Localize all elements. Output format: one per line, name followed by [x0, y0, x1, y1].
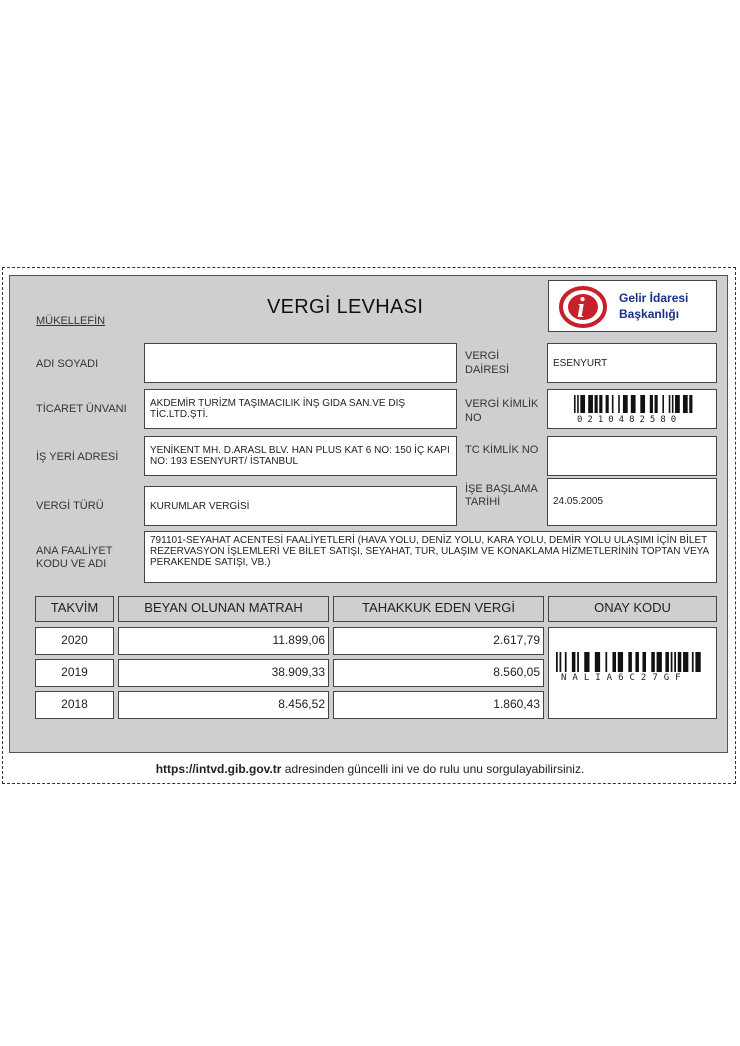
- footer-text: adresinden güncelli ini ve do rulu unu sorgulayabilirsiniz.: [281, 762, 585, 776]
- vergi-kimlik-label-1: VERGİ KİMLİK: [465, 398, 539, 410]
- vergi-dairesi-box: [547, 343, 717, 383]
- ise-baslama-box: [547, 478, 717, 526]
- document-title: VERGİ LEVHASI: [267, 296, 424, 318]
- onay-kodu-box: [548, 627, 717, 719]
- row-2019-vergi: 8.560,05: [333, 659, 544, 687]
- footer-url[interactable]: https://intvd.gib.gov.tr: [155, 762, 282, 776]
- header-takvim: TAKVİM: [35, 596, 114, 622]
- vergi-kimlik-label-2: NO: [465, 412, 482, 424]
- ticaret-unvani-box: [144, 389, 457, 429]
- ticaret-unvani-value: AKDEMİR TURİZM TAŞIMACILIK İNŞ GIDA SAN.VE DIŞ TİC.LTD.ŞTİ.: [150, 398, 406, 420]
- vergi-dairesi-value: ESENYURT: [553, 358, 608, 369]
- ana-faaliyet-box: [144, 531, 717, 583]
- logo-line-2: Başkanlığı: [619, 307, 680, 321]
- row-2020-vergi: 2.617,79: [333, 627, 544, 655]
- gib-logo: [548, 280, 717, 332]
- row-2020-year: 2020: [35, 627, 114, 655]
- logo-letter: i: [577, 293, 585, 324]
- is-yeri-adresi-value: YENİKENT MH. D.ARASL BLV. HAN PLUS KAT 6 NO: 150 İÇ KAPI NO: 193 ESENYURT/ İSTANBUL: [150, 445, 450, 467]
- vergi-kimlik-value: 0210482580: [577, 415, 682, 425]
- row-2018-matrah: 8.456,52: [118, 691, 329, 719]
- ise-baslama-value: 24.05.2005: [553, 496, 604, 507]
- header-tahakkuk-vergi: TAHAKKUK EDEN VERGİ: [333, 596, 544, 622]
- vergi-dairesi-label-1: VERGİ: [465, 350, 500, 362]
- tc-kimlik-value: [548, 437, 716, 443]
- adi-soyadi-box: [144, 343, 457, 383]
- tc-kimlik-label: TC KİMLİK NO: [465, 444, 539, 456]
- vergi-turu-box: [144, 486, 457, 526]
- row-2020-matrah: 11.899,06: [118, 627, 329, 655]
- is-yeri-adresi-label: İŞ YERİ ADRESİ: [36, 451, 119, 463]
- onay-kodu-barcode: [556, 652, 706, 672]
- adi-soyadi-value: [145, 344, 456, 350]
- mukellef-label: MÜKELLEFİN: [36, 315, 106, 327]
- footer-note: [0, 762, 740, 776]
- header-onay-kodu: ONAY KODU: [548, 596, 717, 622]
- ana-faaliyet-label-2: KODU VE ADI: [36, 558, 107, 570]
- row-2018-vergi: 1.860,43: [333, 691, 544, 719]
- ise-baslama-label-2: TARİHİ: [465, 496, 501, 508]
- vergi-kimlik-box: [547, 389, 717, 429]
- onay-kodu-value: NALIA6C27GF: [561, 673, 687, 683]
- row-2019-matrah: 38.909,33: [118, 659, 329, 687]
- vergi-turu-label: VERGİ TÜRÜ: [36, 500, 104, 512]
- vergi-kimlik-barcode: [574, 395, 694, 413]
- ana-faaliyet-value: 791101-SEYAHAT ACENTESİ FAALİYETLERİ (HAVA YOLU, DENİZ YOLU, KARA YOLU, DEMİR YOLU ULAŞIMI İÇİN BİLET REZERVASYON İŞLEMLERİ VE BİLET SATIŞI, SEYAHAT, TUR, ULAŞIM VE KONAKLAMA HİZMETLERİNİN TOPTAN VEYA PERAKENDE SATIŞI, VB.): [150, 535, 709, 568]
- gib-emblem-icon: [555, 284, 615, 330]
- adi-soyadi-label: ADI SOYADI: [36, 358, 99, 370]
- header-beyan-matrah: BEYAN OLUNAN MATRAH: [118, 596, 329, 622]
- vergi-turu-value: KURUMLAR VERGİSİ: [150, 501, 250, 512]
- vergi-dairesi-label-2: DAİRESİ: [465, 364, 510, 376]
- ana-faaliyet-label-1: ANA FAALİYET: [36, 545, 113, 557]
- logo-line-1: Gelir İdaresi: [619, 291, 689, 305]
- ticaret-unvani-label: TİCARET ÜNVANI: [36, 403, 127, 415]
- ise-baslama-label-1: İŞE BAŞLAMA: [465, 483, 538, 495]
- row-2019-year: 2019: [35, 659, 114, 687]
- is-yeri-adresi-box: [144, 436, 457, 476]
- row-2018-year: 2018: [35, 691, 114, 719]
- tc-kimlik-box: [547, 436, 717, 476]
